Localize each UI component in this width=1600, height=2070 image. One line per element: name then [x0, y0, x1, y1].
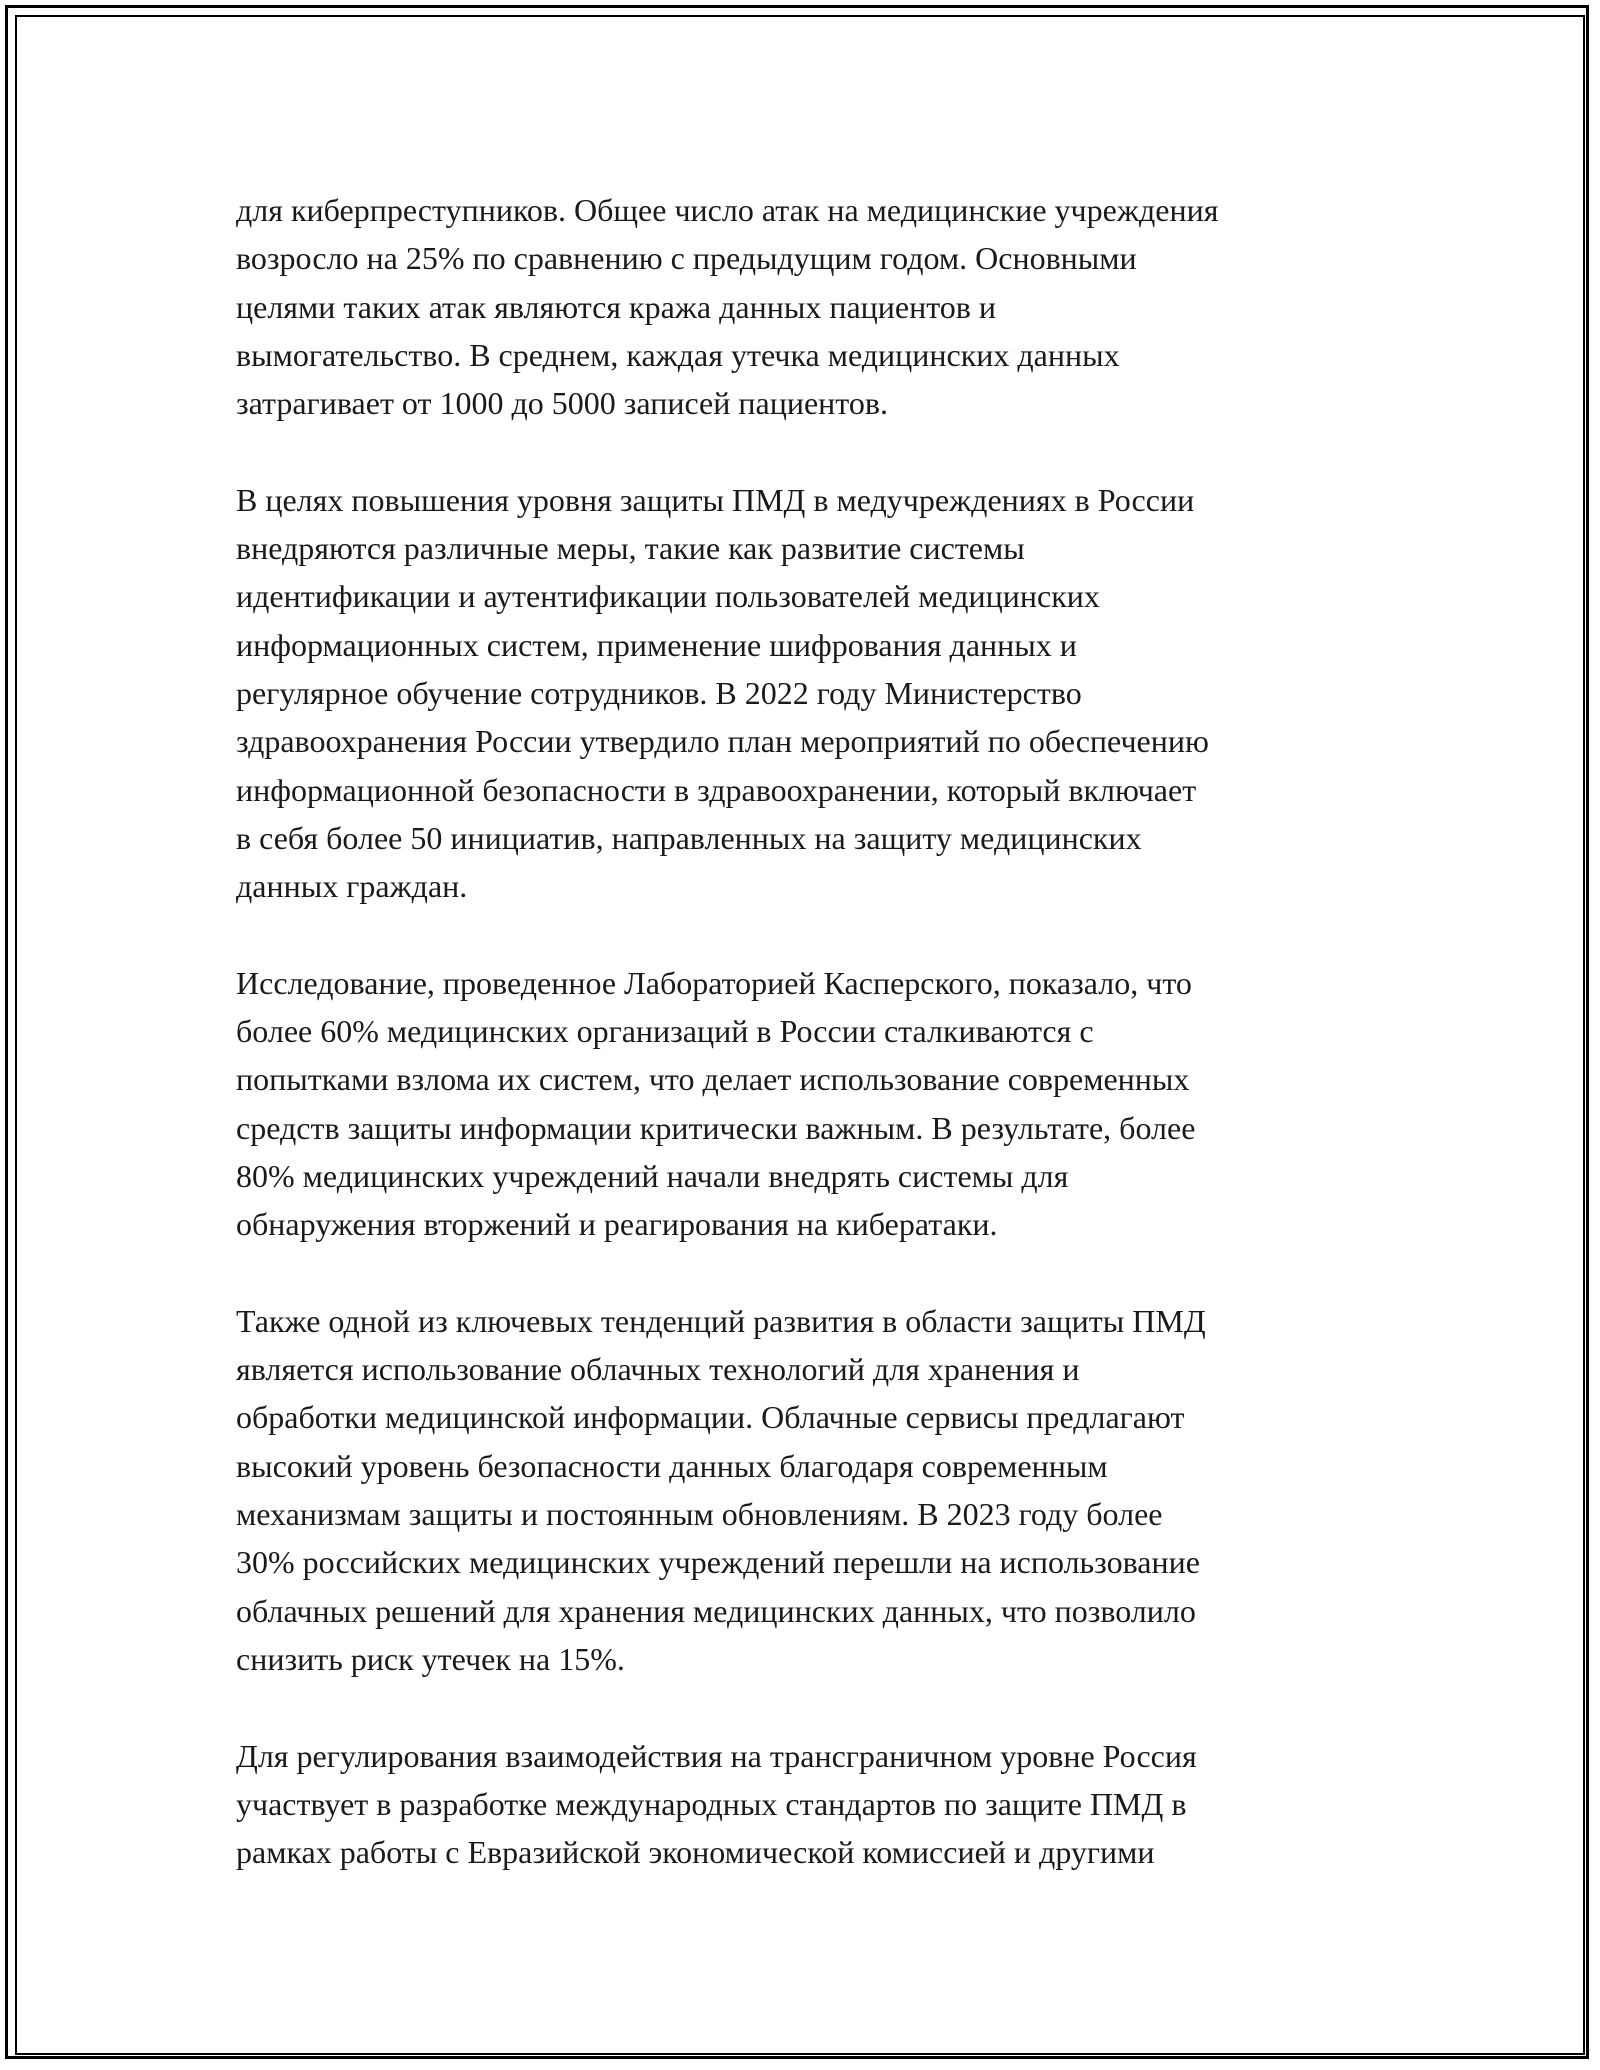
text-line: Исследование, проведенное Лабораторией Касперского, показало, что: [236, 964, 1192, 1001]
paragraph-5: [236, 1732, 1386, 1877]
text-line: регулярное обучение сотрудников. В 2022 году Министерство: [236, 674, 1082, 711]
text-line: снизить риск утечек на 15%.: [236, 1640, 625, 1677]
text-line: высокий уровень безопасности данных благодаря современным: [236, 1447, 1108, 1484]
text-line: 30% российских медицинских учреждений перешли на использование: [236, 1544, 1200, 1581]
text-line: затрагивает от 1000 до 5000 записей пациентов.: [236, 385, 888, 422]
text-line: Для регулирования взаимодействия на трансграничном уровне Россия: [236, 1737, 1197, 1774]
paragraph-1: [236, 186, 1386, 427]
text-line: в себя более 50 инициатив, направленных на защиту медицинских: [236, 819, 1142, 856]
text-line: обработки медицинской информации. Облачные сервисы предлагают: [236, 1399, 1185, 1436]
text-line: облачных решений для хранения медицинских данных, что позволило: [236, 1592, 1196, 1629]
text-line: возросло на 25% по сравнению с предыдущим годом. Основными: [236, 240, 1137, 277]
text-line: информационных систем, применение шифрования данных и: [236, 626, 1077, 663]
text-line: более 60% медицинских организаций в России сталкиваются с: [236, 1013, 1094, 1050]
text-line: рамках работы с Евразийской экономической комиссией и другими: [236, 1834, 1155, 1871]
paragraph-4: [236, 1297, 1386, 1683]
text-line: идентификации и аутентификации пользователей медицинских: [236, 578, 1100, 615]
text-line: внедряются различные меры, такие как развитие системы: [236, 530, 1025, 567]
text-line: попытками взлома их систем, что делает использование современных: [236, 1061, 1190, 1098]
text-line: Также одной из ключевых тенденций развития в области защиты ПМД: [236, 1302, 1206, 1339]
text-line: обнаружения вторжений и реагирования на кибератаки.: [236, 1206, 998, 1243]
text-line: является использование облачных технологий для хранения и: [236, 1351, 1080, 1388]
paragraph-2: [236, 476, 1386, 911]
text-line: средств защиты информации критически важным. В результате, более: [236, 1109, 1196, 1146]
text-line: 80% медицинских учреждений начали внедрять системы для: [236, 1157, 1069, 1194]
text-line: данных граждан.: [236, 868, 468, 905]
text-line: для киберпреступников. Общее число атак на медицинские учреждения: [236, 192, 1219, 228]
text-line: здравоохранения России утвердило план мероприятий по обеспечению: [236, 723, 1209, 760]
text-line: участвует в разработке международных стандартов по защите ПМД в: [236, 1785, 1187, 1822]
text-line: механизмам защиты и постоянным обновлениям. В 2023 году более: [236, 1496, 1163, 1533]
text-line: вымогательство. В среднем, каждая утечка медицинских данных: [236, 336, 1120, 373]
text-line: целями таких атак являются кража данных пациентов и: [236, 288, 997, 325]
text-line: В целях повышения уровня защиты ПМД в медучреждениях в России: [236, 481, 1195, 518]
document-body: [236, 186, 1386, 1925]
text-line: информационной безопасности в здравоохранении, который включает: [236, 771, 1197, 808]
paragraph-3: [236, 959, 1386, 1249]
